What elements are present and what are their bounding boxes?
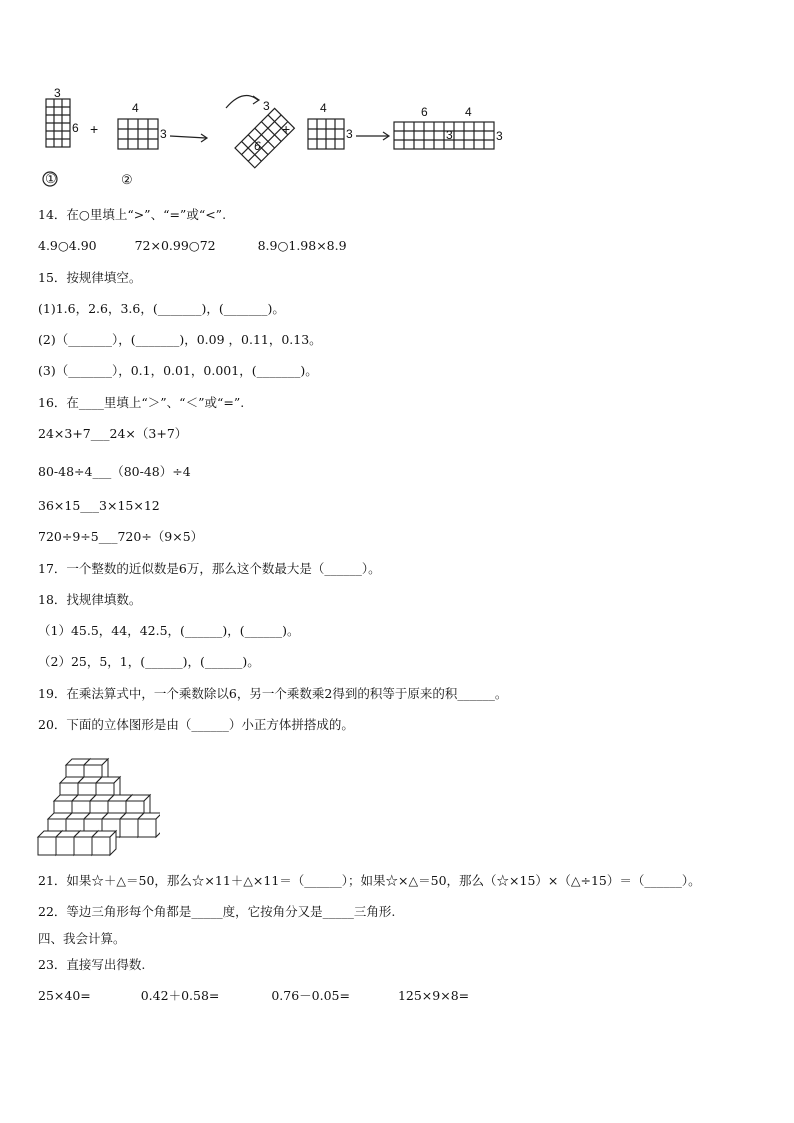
plus-sign-1: + (90, 121, 99, 137)
q23-item-3: 0.76－0.05= (271, 988, 350, 1003)
q15-stem: 15．按规律填空。 (38, 270, 142, 285)
grid-composition-figure (38, 86, 508, 195)
fig2-circle-label: ② (121, 172, 133, 187)
q16-stem: 16．在____里填上“＞”、“＜”或“=”. (38, 395, 245, 410)
q20-text: 20．下面的立体图形是由（______）小正方体拼搭成的。 (38, 717, 354, 732)
q23-stem: 23．直接写出得数. (38, 957, 146, 972)
q22-text: 22．等边三角形每个角都是_____度，它按角分又是_____三角形. (38, 904, 396, 919)
grid-figure-1 (46, 99, 70, 147)
fig1-top-label: 3 (54, 86, 61, 100)
fig4-side-label: 3 (346, 127, 353, 141)
section-4-heading: 四、我会计算。 (38, 931, 126, 946)
q17-text: 17．一个整数的近似数是6万，那么这个数最大是（______）。 (38, 561, 381, 576)
fig1-side-label: 6 (72, 121, 79, 135)
q14-items (38, 238, 347, 254)
arrow-1 (170, 136, 206, 138)
q14-item-1: 4.9○4.90 (38, 238, 97, 253)
q16-row-3: 36×15___3×15×12 (38, 498, 160, 513)
q19-text: 19．在乘法算式中，一个乘数除以6，另一个乘数乘2得到的积等于原来的积______。 (38, 686, 508, 701)
q23-item-1: 25×40= (38, 988, 91, 1003)
q16-row-2: 80-48÷4___（80-48）÷4 (38, 464, 191, 479)
plus-sign-2: + (282, 121, 291, 137)
grid-composition-svg (38, 86, 508, 191)
fig2-side-label: 3 (160, 127, 167, 141)
grid-figure-rotated (235, 108, 294, 167)
result-side-label: 3 (496, 129, 503, 143)
q23-item-2: 0.42＋0.58= (140, 988, 220, 1003)
fig2-top-label: 4 (132, 101, 139, 115)
q16-row-4: 720÷9÷5___720÷（9×5） (38, 529, 204, 544)
q21-text: 21．如果☆＋△＝50，那么☆×11＋△×11＝（______）；如果☆×△＝50，那么（☆×15）×（△÷15）＝（______）。 (38, 873, 701, 888)
grid-result (394, 122, 494, 149)
q15-row-1: (1)1.6，2.6，3.6，(_______)，(_______)。 (38, 301, 285, 316)
grid-figure-2 (118, 119, 158, 149)
rotation-arc (226, 96, 258, 109)
grid-figure-4 (308, 119, 344, 149)
q16-row-1: 24×3+7___24×（3+7） (38, 426, 188, 441)
q15-row-3: (3)（_______），0.1，0.01，0.001，(_______)。 (38, 363, 318, 378)
result-mid-label: 3 (446, 128, 453, 142)
cube-stack-svg (36, 755, 160, 859)
q14-item-3: 8.9○1.98×8.9 (257, 238, 347, 253)
fig4-top-label: 4 (320, 101, 327, 115)
fig1-circle-label: ① (45, 171, 57, 186)
q14-item-2: 72×0.99○72 (134, 238, 216, 253)
result-top-label-a: 6 (421, 105, 428, 119)
q14-stem: 14．在○里填上“>”、“=”或“<”. (38, 207, 227, 222)
rotated-side-label: 3 (263, 99, 270, 113)
rotated-bottom-label: 6 (254, 139, 261, 153)
q18-stem: 18．找规律填数。 (38, 592, 142, 607)
q18-row-2: （2）25，5，1，(______)，(______)。 (38, 654, 260, 669)
q23-item-4: 125×9×8= (397, 988, 470, 1003)
q23-items (38, 988, 469, 1004)
result-top-label-b: 4 (465, 105, 472, 119)
q15-row-2: (2)（_______），(_______)，0.09 ，0.11，0.13。 (38, 332, 322, 347)
cube-stack-figure (36, 755, 160, 863)
q18-row-1: （1）45.5，44，42.5，(______)，(______)。 (38, 623, 300, 638)
